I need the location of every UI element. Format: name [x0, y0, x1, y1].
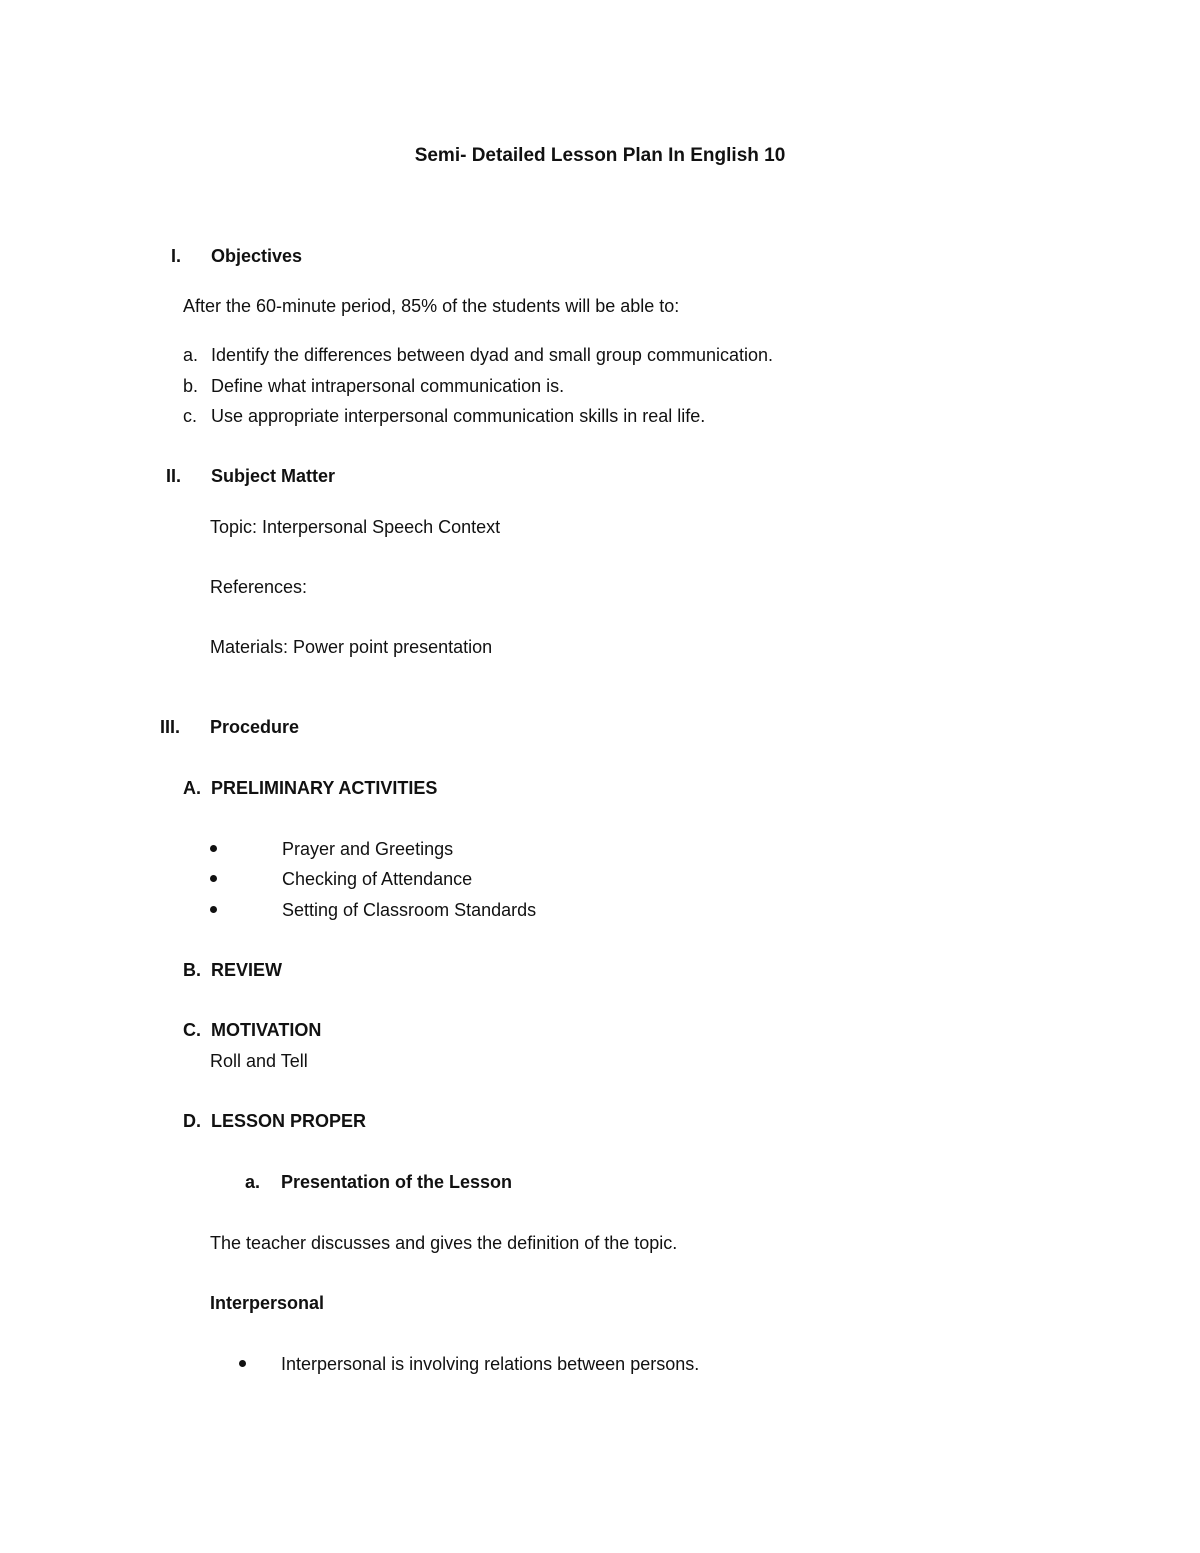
objective-letter: c.	[183, 406, 198, 426]
subsection-heading-preliminary: PRELIMINARY ACTIVITIES	[211, 778, 438, 798]
objectives-intro: After the 60-minute period, 85% of the students will be able to:	[183, 296, 680, 316]
subsection-heading-motivation: MOTIVATION	[211, 1020, 322, 1040]
objective-item: Define what intrapersonal communication is.	[211, 376, 565, 396]
subsection-heading-review: REVIEW	[211, 960, 283, 980]
objective-letter: b.	[183, 376, 199, 396]
term-heading: Interpersonal	[210, 1293, 325, 1313]
section-heading-procedure: Procedure	[210, 717, 300, 737]
section-numeral: I.	[171, 246, 182, 266]
bullet-icon	[210, 845, 217, 852]
document-title: Semi- Detailed Lesson Plan In English 10	[414, 145, 786, 166]
section-numeral: II.	[166, 466, 182, 486]
section-heading-objectives: Objectives	[211, 246, 303, 266]
subsection-letter: C.	[183, 1020, 201, 1040]
objective-letter: a.	[183, 345, 199, 365]
definition-item: Interpersonal is involving relations between persons.	[281, 1354, 700, 1374]
sub-subsection-heading-presentation: Presentation of the Lesson	[281, 1172, 513, 1192]
sub-subsection-letter: a.	[245, 1172, 261, 1192]
objective-item: Identify the differences between dyad and small group communication.	[211, 345, 773, 365]
references-line: References:	[210, 577, 308, 597]
preliminary-item: Setting of Classroom Standards	[282, 900, 537, 920]
subsection-letter: A.	[183, 778, 201, 798]
preliminary-item: Checking of Attendance	[282, 869, 473, 889]
motivation-text: Roll and Tell	[210, 1051, 308, 1071]
materials-line: Materials: Power point presentation	[210, 637, 493, 657]
section-heading-subject-matter: Subject Matter	[211, 466, 336, 486]
discussion-text: The teacher discusses and gives the definition of the topic.	[210, 1233, 678, 1253]
objective-item: Use appropriate interpersonal communication skills in real life.	[211, 406, 706, 426]
subsection-letter: B.	[183, 960, 201, 980]
subsection-letter: D.	[183, 1111, 201, 1131]
subsection-heading-lesson-proper: LESSON PROPER	[211, 1111, 367, 1131]
topic-line: Topic: Interpersonal Speech Context	[210, 517, 501, 537]
preliminary-item: Prayer and Greetings	[282, 839, 454, 859]
bullet-icon	[210, 906, 217, 913]
bullet-icon	[239, 1360, 246, 1367]
bullet-icon	[210, 875, 217, 882]
section-numeral: III.	[160, 717, 181, 737]
